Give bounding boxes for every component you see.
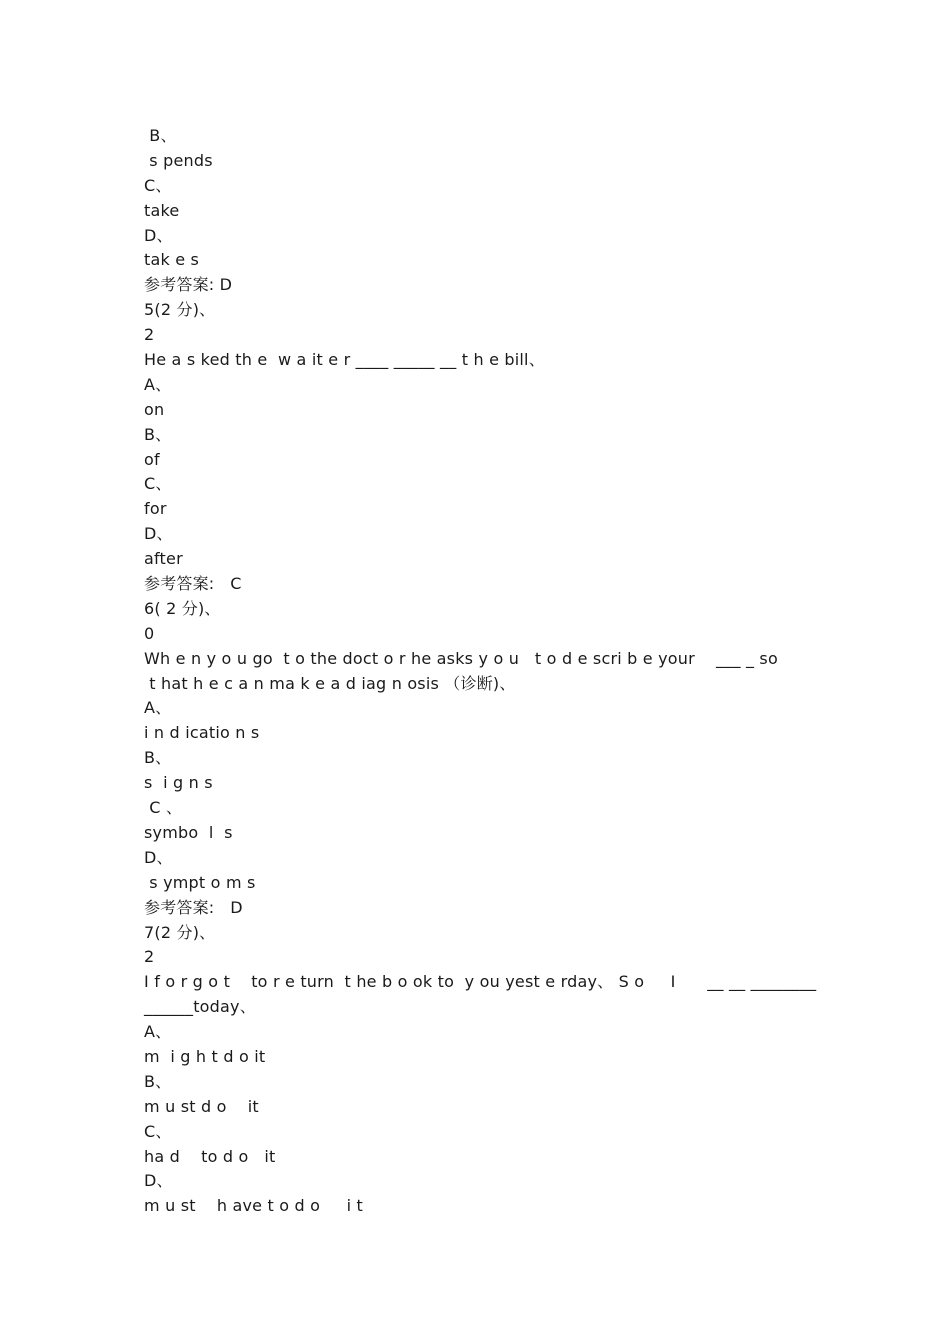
option-label-d: D、	[144, 847, 173, 867]
option-label-d: D、	[144, 1171, 173, 1191]
reference-answer: 参考答案: D	[144, 275, 233, 295]
option-label-d: D、	[144, 225, 173, 245]
option-text: for	[144, 499, 167, 519]
option-text: on	[144, 399, 165, 419]
option-text: take	[144, 200, 180, 220]
option-label-c: C、	[144, 175, 172, 195]
question-score: 2	[144, 947, 155, 967]
option-text: of	[144, 449, 160, 469]
question-score: 0	[144, 623, 155, 643]
question-score: 2	[144, 325, 155, 345]
option-text: m i g h t d o it	[144, 1046, 266, 1066]
option-text: tak e s	[144, 250, 200, 270]
option-label-a: A、	[144, 1022, 172, 1042]
option-label-b: B、	[144, 1071, 172, 1091]
question-text: Wh e n y o u go t o the doct o r he asks y o u t o d e scri b e your ___ _ so	[144, 648, 778, 668]
document-page	[144, 124, 824, 1219]
option-label-a: A、	[144, 374, 172, 394]
question-text-continued: t hat h e c a n ma k e a d iag n osis （诊断)、	[144, 673, 516, 693]
option-label-b: B、	[144, 126, 177, 145]
option-text: m u st h ave t o d o i t	[144, 1196, 363, 1216]
reference-answer: 参考答案: C	[144, 574, 242, 594]
option-text: s i g n s	[144, 773, 213, 793]
question-text-continued: ______today、	[144, 997, 256, 1017]
question-text: I f o r g o t to r e turn t he b o ok to y ou yest e rday、 S o I __ __ ________	[144, 972, 817, 992]
option-text: m u st d o it	[144, 1096, 259, 1116]
option-label-b: B、	[144, 748, 172, 768]
option-label-b: B、	[144, 424, 172, 444]
option-text: s pends	[144, 150, 213, 170]
option-label-c: C、	[144, 474, 172, 494]
option-label-c: C、	[144, 1121, 172, 1141]
option-text: s ympt o m s	[144, 872, 256, 892]
question-number: 6( 2 分)、	[144, 598, 221, 618]
option-text: i n d icatio n s	[144, 723, 260, 743]
option-text: symbo l s	[144, 822, 233, 842]
option-text: ha d to d o it	[144, 1146, 276, 1166]
option-label-a: A、	[144, 698, 172, 718]
question-text: He a s ked th e w a it e r ____ _____ __ t h e bill、	[144, 350, 545, 370]
question-number: 7(2 分)、	[144, 922, 216, 942]
option-label-d: D、	[144, 524, 173, 544]
option-text: after	[144, 549, 183, 569]
question-number: 5(2 分)、	[144, 300, 216, 320]
option-label-c: C 、	[144, 798, 183, 818]
reference-answer: 参考答案: D	[144, 897, 243, 917]
